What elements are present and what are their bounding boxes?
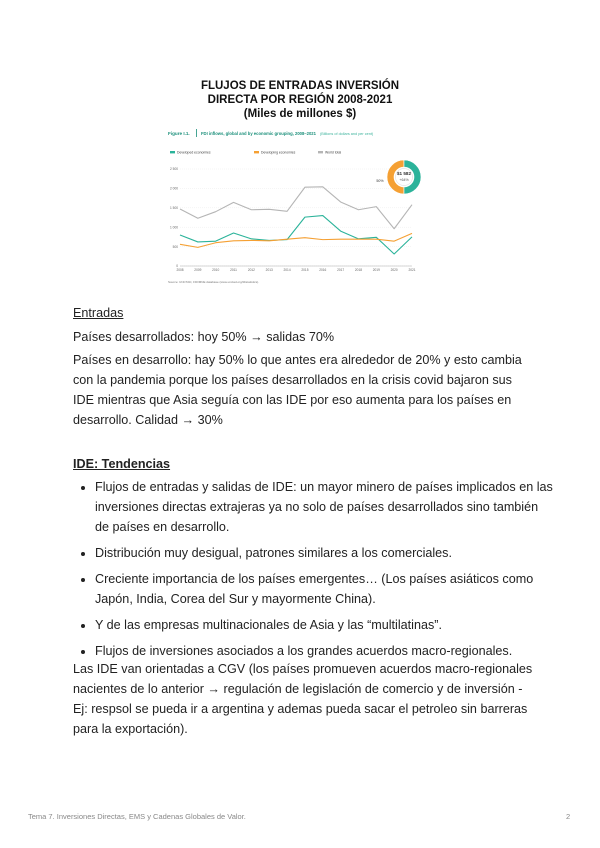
title-line-1: FLUJOS DE ENTRADAS INVERSIÓN <box>200 80 400 92</box>
legend-swatch <box>170 151 175 153</box>
x-tick-label: 2016 <box>319 268 327 272</box>
series-line <box>180 216 412 254</box>
x-axis <box>176 266 415 272</box>
x-tick-label: 2017 <box>337 268 345 272</box>
tendencias-list <box>73 477 555 667</box>
list-item: • Creciente importancia de los países emergentes… (Los países asiáticos como Japón, India, Corea del Sur y mayormente China). <box>95 569 555 609</box>
x-tick-label: 2021 <box>408 268 416 272</box>
fdi-chart <box>168 125 430 285</box>
entradas-heading-text: Entradas <box>73 306 124 320</box>
x-tick-label: 2018 <box>354 268 363 272</box>
legend-swatch <box>254 151 259 153</box>
page-title <box>0 79 600 121</box>
y-axis <box>170 167 178 268</box>
y-tick-label: 500 <box>172 244 178 249</box>
donut-right-label: 50% <box>422 172 430 176</box>
entradas-paragraph-1: Países desarrollados: hoy 50% → salidas 70% <box>73 330 335 344</box>
chart-series <box>180 187 412 254</box>
footer-title: Tema 7. Inversiones Directas, EMS y Cadenas Globales de Valor. <box>28 812 246 821</box>
entradas-heading <box>73 303 533 323</box>
share-donut <box>376 160 430 194</box>
figure-label: Figure I.1. <box>168 131 190 136</box>
x-tick-label: 2011 <box>230 268 237 272</box>
closing-paragraph: Las IDE van orientadas a CGV (los países promueven acuerdos macro-regionales nacientes de lo anterior → regulación de legislación de comercio y de inversión -Ej: respsol se pueda ir a argentina y ademas pueda sacar el petroleo sin barreras para la exportación). <box>73 662 533 736</box>
x-tick-label: 2015 <box>301 268 309 272</box>
x-tick-label: 2010 <box>212 268 220 272</box>
donut-center-value: $1 582 <box>396 171 412 176</box>
tendencias-heading-text: IDE: Tendencias <box>73 457 171 471</box>
list-item: • Y de las empresas multinacionales de Asia y las “multilatinas”. <box>95 615 555 635</box>
legend-swatch <box>318 151 323 153</box>
y-tick-label: 1 500 <box>170 206 178 210</box>
figure-caption: FDI inflows, global and by economic grouping, 2008–2021 <box>201 131 316 136</box>
fdi-figure <box>168 125 430 285</box>
figure-label-divider <box>196 129 197 137</box>
series-line <box>180 233 412 247</box>
x-tick-label: 2009 <box>194 268 202 272</box>
donut-center-sub: +64% <box>399 178 409 182</box>
y-tick-label: 0 <box>176 264 178 269</box>
figure-caption-note: (Billions of dollars and per cent) <box>320 132 374 136</box>
title-line-3: (Miles de millones $) <box>243 108 357 120</box>
y-tick-label: 2 500 <box>170 167 178 172</box>
x-tick-label: 2013 <box>265 268 273 272</box>
list-item: • Flujos de inversiones asociados a los grandes acuerdos macro-regionales. <box>95 641 555 661</box>
x-tick-label: 2020 <box>390 268 398 272</box>
entradas-paragraph-2: Países en desarrollo: hay 50% lo que antes era alrededor de 20% y esto cambia con la pandemia porque los países desarrollados en la crisis covid bajaron sus IDE mientras que Asia seguía con las IDE por eso aumenta para los países en desarrollo. Calidad → 30% <box>73 353 522 427</box>
legend-label: Developed economies <box>177 150 211 155</box>
x-tick-label: 2012 <box>247 268 255 272</box>
y-tick-label: 2 000 <box>170 186 178 191</box>
x-tick-label: 2008 <box>176 268 184 272</box>
list-item: • Distribución muy desigual, patrones similares a los comerciales. <box>95 543 555 563</box>
list-item: • Flujos de entradas y salidas de IDE: un mayor minero de países implicados en las inversiones directas extrajeras ya no solo de países desarrollados sino también de países en desarrollo. <box>95 477 555 537</box>
legend-label: World total <box>325 150 342 155</box>
legend-label: Developing economies <box>261 150 296 155</box>
chart-legend <box>170 150 341 154</box>
page-number: 2 <box>566 812 571 821</box>
figure-source: Source: UNCTAD, FDI/MNE database (www.unctad.org/fdistatistics). <box>168 280 260 284</box>
y-tick-label: 1 000 <box>170 225 178 230</box>
donut-left-label: 50% <box>376 179 384 183</box>
x-tick-label: 2019 <box>372 268 380 272</box>
tendencias-heading <box>73 454 533 474</box>
chart-grid <box>180 169 412 266</box>
title-line-2: DIRECTA POR REGIÓN 2008-2021 <box>207 94 393 106</box>
x-tick-label: 2014 <box>283 268 291 272</box>
